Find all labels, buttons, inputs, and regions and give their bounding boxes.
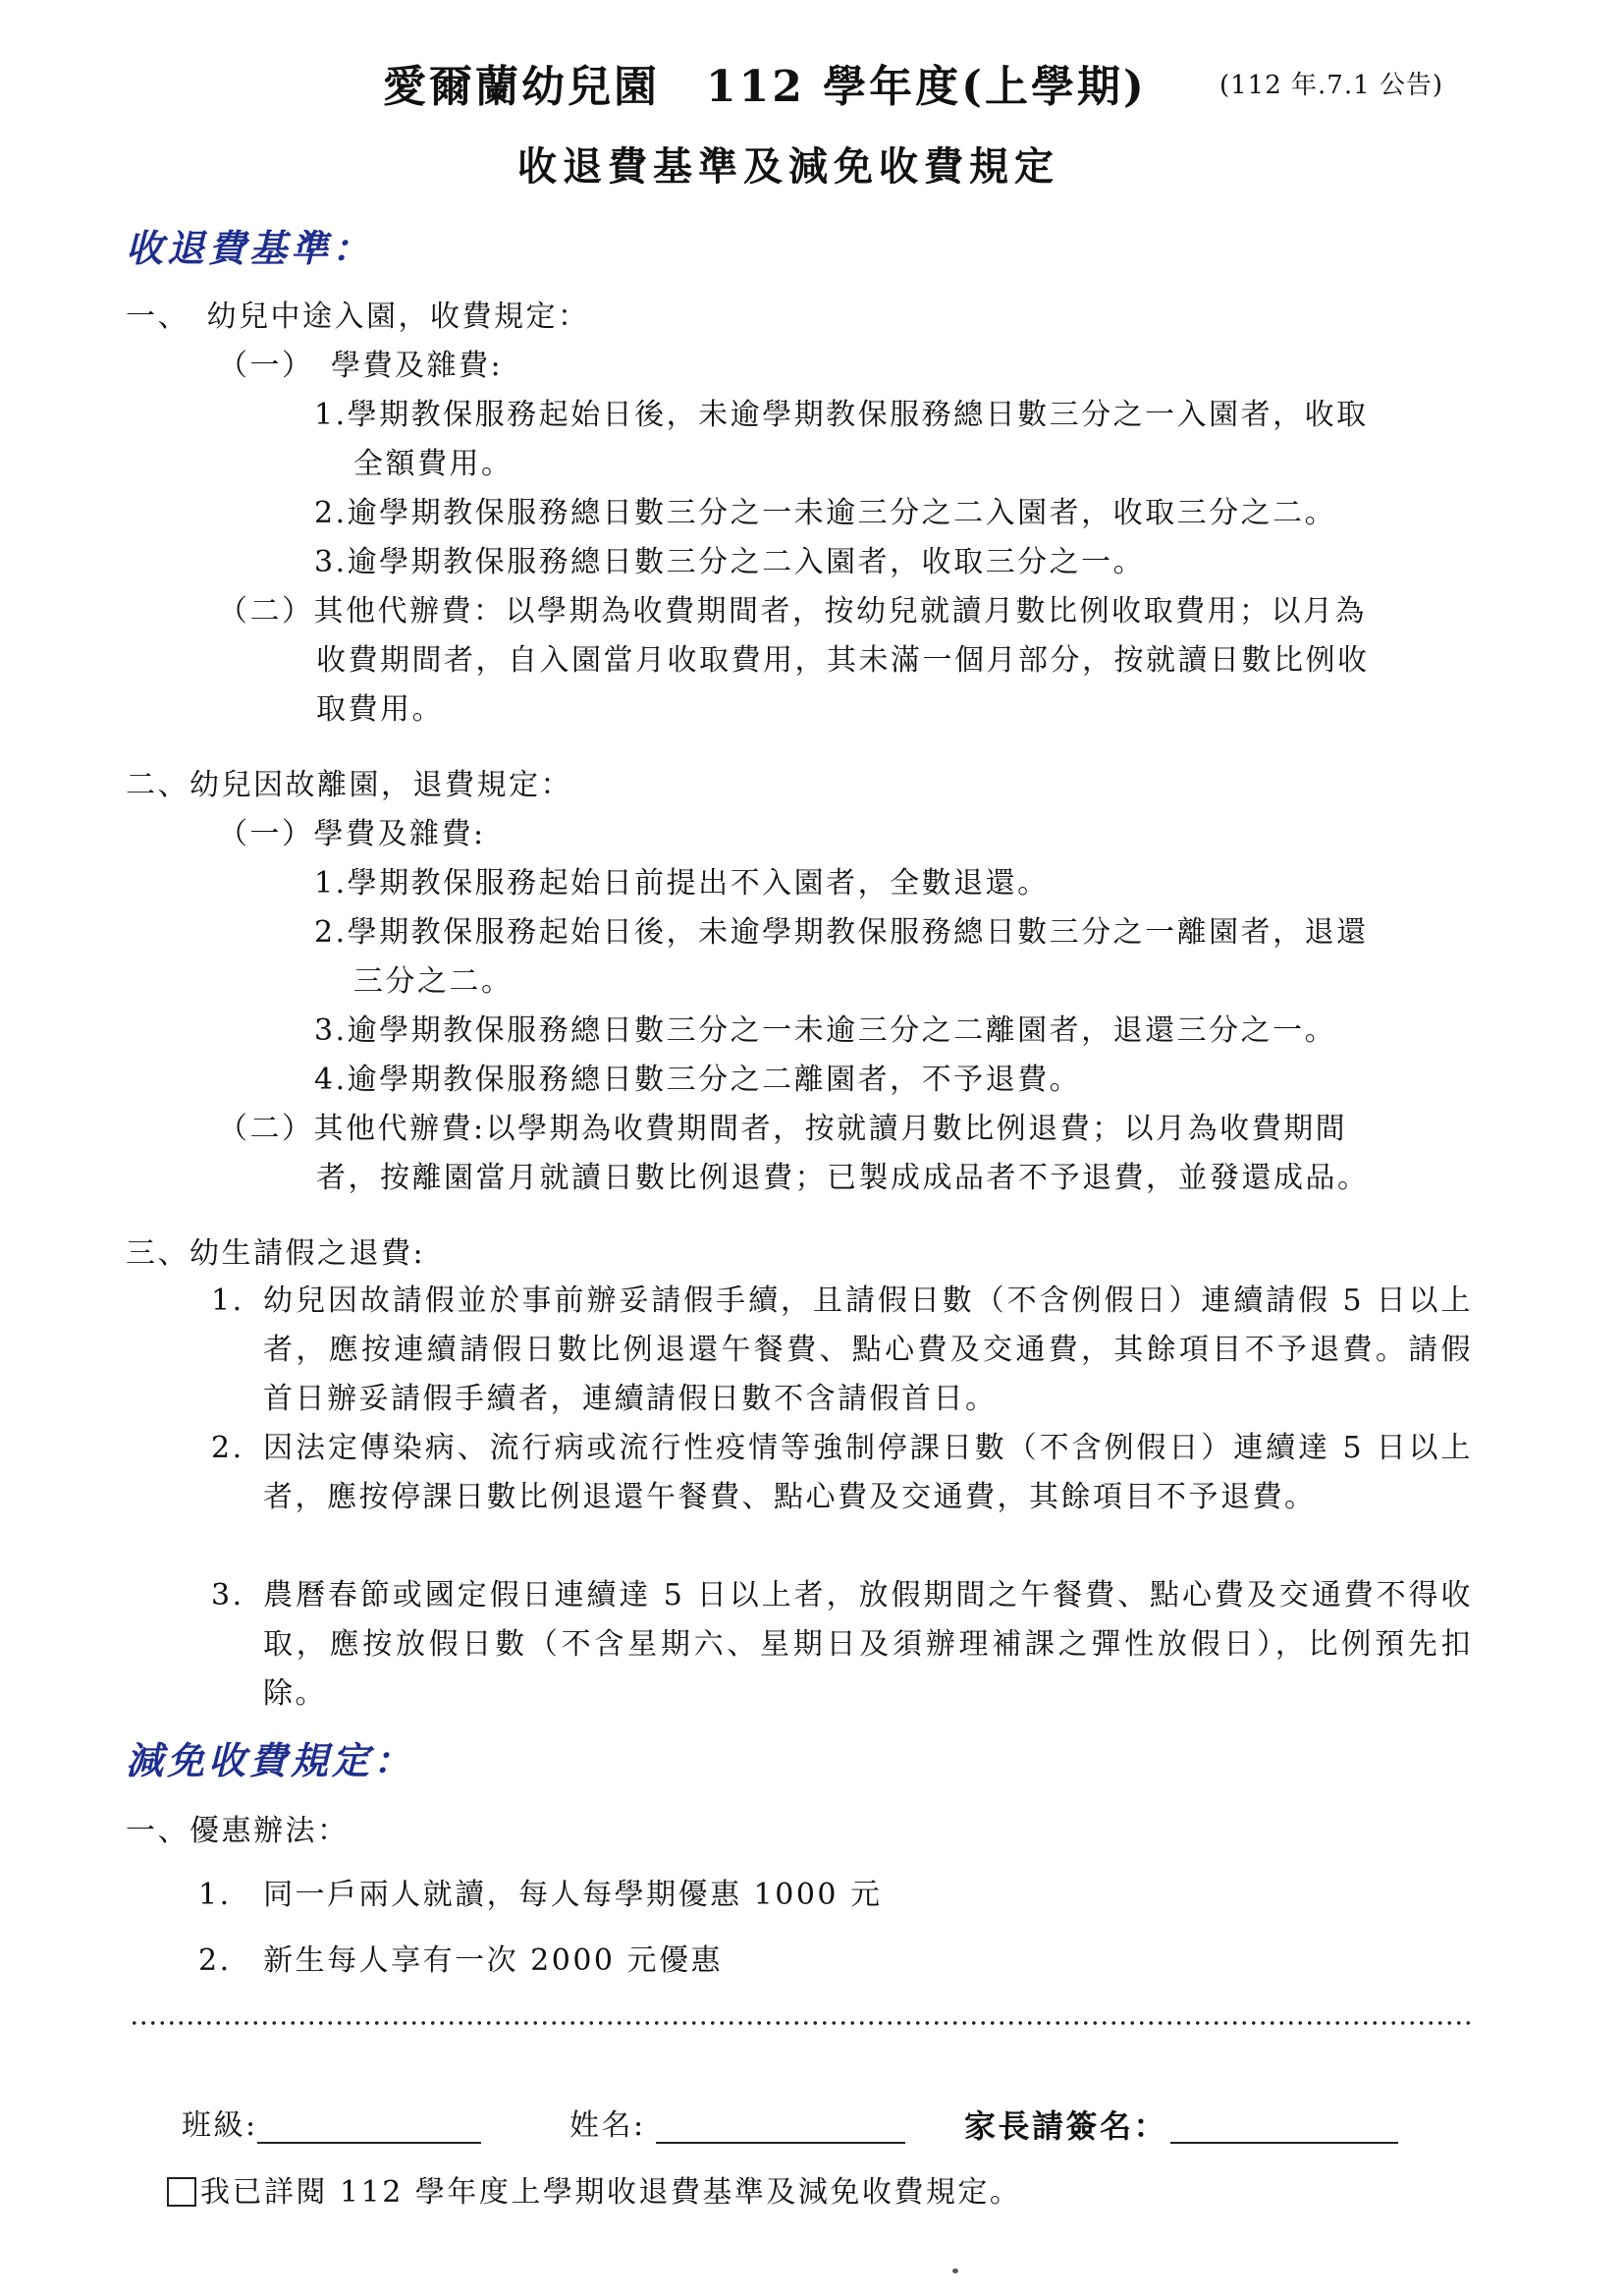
discount-item2: 2. 新生每人享有一次 2000 元優惠 (198, 1943, 724, 1978)
announcement-date-note: (112 年.7.1 公告) (1219, 71, 1444, 100)
part3-heading: 三、幼生請假之退費: (126, 1236, 426, 1271)
part1-sub2-line3: 取費用。 (316, 692, 444, 727)
fee-standards-heading: 收退費基準： (126, 226, 374, 270)
part3-item3-number: 3. (211, 1578, 244, 1613)
part1-heading: 一、 幼兒中途入園，收費規定： (126, 300, 590, 334)
part2-sub2-line2: 者，按離園當月就讀日數比例退費；已製成成品者不予退費，並發還成品。 (316, 1161, 1370, 1195)
discount-part1-heading: 一、優惠辦法： (126, 1814, 350, 1848)
part1-item2: 2.逾學期教保服務總日數三分之一未逾三分之二入園者，收取三分之二。 (314, 496, 1337, 530)
part1-sub2-line1: （二）其他代辦費：以學期為收費期間者，按幼兒就讀月數比例收取費用；以月為 (218, 594, 1367, 629)
parent-sign-label: 家長請簽名： (964, 2107, 1168, 2145)
parent-signature-field[interactable] (1170, 2142, 1398, 2144)
part3-item3-text: 農曆春節或國定假日連續達 5 日以上者，放假期間之午餐費、點心費及交通費不得收取，應按放假日數（不含星期六、星期日及須辦理補課之彈性放假日），比例預先扣除。 (263, 1578, 1473, 1711)
part2-item2-line2: 三分之二。 (353, 964, 514, 999)
tear-off-dotted-line (130, 2020, 1473, 2026)
part2-heading: 二、幼兒因故離園，退費規定： (126, 768, 572, 802)
part2-item1: 1.學期教保服務起始日前提出不入園者，全數退還。 (314, 866, 1050, 901)
part2-item4: 4.逾學期教保服務總日數三分之二離園者，不予退費。 (314, 1063, 1082, 1097)
scan-speck (952, 2269, 958, 2273)
name-label: 姓名: (569, 2108, 646, 2143)
confirm-statement: 我已詳閱 112 學年度上學期收退費基準及減免收費規定。 (200, 2175, 1022, 2210)
part3-item1-number: 1. (211, 1284, 244, 1318)
part1-sub1-heading: （一） 學費及雜費: (218, 349, 504, 383)
part1-item3: 3.逾學期教保服務總日數三分之二入園者，收取三分之一。 (314, 545, 1146, 579)
document-title: 愛爾蘭幼兒園 112 學年度(上學期) (383, 62, 1147, 112)
name-field[interactable] (656, 2142, 905, 2144)
part2-sub2-line1: （二）其他代辦費:以學期為收費期間者，按就讀月數比例退費；以月為收費期間 (218, 1112, 1348, 1146)
class-field[interactable] (257, 2142, 481, 2144)
part1-item1-line2: 全額費用。 (353, 447, 514, 481)
discount-rules-heading: 減免收費規定： (126, 1738, 415, 1782)
confirm-checkbox[interactable] (167, 2177, 196, 2207)
part3-item1-text: 幼兒因故請假並於事前辦妥請假手續，且請假日數（不含例假日）連續請假 5 日以上者，應按連續請假日數比例退還午餐費、點心費及交通費，其餘項目不予退費。請假首日辦妥請假手續者，連續請假日數不含請假首日。 (263, 1284, 1473, 1416)
part1-item1-line1: 1.學期教保服務起始日後，未逾學期教保服務總日數三分之一入園者，收取 (314, 398, 1369, 432)
document-subtitle: 收退費基準及減免收費規定 (517, 143, 1059, 190)
class-label: 班級: (182, 2108, 258, 2143)
part3-item2-text: 因法定傳染病、流行病或流行性疫情等強制停課日數（不含例假日）連續達 5 日以上者，應按停課日數比例退還午餐費、點心費及交通費，其餘項目不予退費。 (263, 1431, 1473, 1514)
part1-sub2-line2: 收費期間者，自入園當月收取費用，其未滿一個月部分，按就讀日數比例收 (316, 643, 1370, 678)
part2-sub1-heading: （一）學費及雜費: (218, 817, 486, 851)
part3-item2-number: 2. (211, 1431, 244, 1465)
discount-item1: 1. 同一戶兩人就讀，每人每學期優惠 1000 元 (198, 1878, 883, 1912)
part2-item3: 3.逾學期教保服務總日數三分之一未逾三分之二離園者，退還三分之一。 (314, 1013, 1337, 1048)
part2-item2-line1: 2.學期教保服務起始日後，未逾學期教保服務總日數三分之一離園者，退還 (314, 915, 1369, 950)
